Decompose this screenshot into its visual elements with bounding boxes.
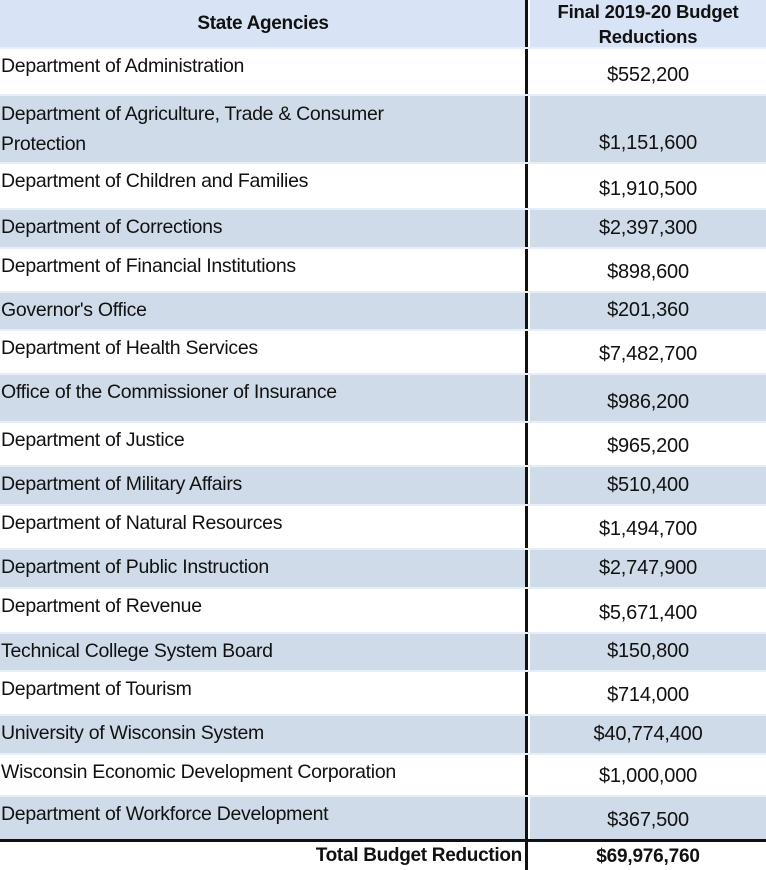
agency-name: Department of Natural Resources [1,512,283,534]
column-header-agencies: State Agencies [0,0,525,47]
table-row [0,291,766,329]
table-header-row [0,0,766,47]
column-divider [525,96,528,162]
agency-name: Department of Revenue [1,595,202,617]
table-row [0,208,766,247]
column-divider [525,164,528,208]
column-divider [525,672,528,714]
amount-cell: $40,774,400 [530,716,766,753]
agency-cell [0,423,525,465]
total-amount: $69,976,760 [596,846,700,867]
column-divider [525,797,528,839]
column-divider [525,249,528,291]
agency-cell [0,672,525,714]
agency-cell [0,634,525,670]
agency-cell [0,249,525,291]
agency-cell [0,797,525,839]
agency-name-line-2: Protection [1,133,86,155]
column-divider [525,423,528,465]
total-label: Total Budget Reduction [315,845,522,866]
agency-name: University of Wisconsin System [1,722,264,744]
agency-name: Department of Children and Families [1,170,309,192]
amount-cell: $898,600 [530,249,766,291]
amount-cell: $7,482,700 [530,331,766,373]
agency-cell [0,96,525,162]
amount-cell: $367,500 [530,797,766,839]
column-divider [525,506,528,548]
amount-cell: $2,397,300 [530,210,766,247]
table-row [0,329,766,373]
table-row [0,421,766,465]
agency-name: Department of Administration [1,55,245,77]
column-divider [525,375,528,421]
column-divider [525,0,528,47]
amount-cell: $510,400 [530,467,766,504]
table-body [0,47,766,839]
agency-cell [0,467,525,504]
amount-cell: $150,800 [530,634,766,670]
agency-name: Department of Health Services [1,337,258,359]
agency-name: Department of Corrections [1,216,223,238]
amount-cell: $201,360 [530,293,766,329]
table-row [0,162,766,208]
column-header-line-2: Reductions [598,25,698,47]
agency-cell [0,550,525,587]
column-divider [525,550,528,587]
table-row [0,587,766,632]
agency-cell [0,589,525,632]
table-row [0,753,766,795]
amount-cell: $2,747,900 [530,550,766,587]
agency-cell [0,49,525,94]
table-row [0,795,766,839]
column-divider [525,210,528,247]
agency-cell [0,506,525,548]
amount-cell: $986,200 [530,375,766,421]
amount-cell: $1,910,500 [530,164,766,208]
column-divider [525,842,528,870]
column-divider [525,467,528,504]
agency-name: Technical College System Board [1,640,273,662]
agency-name: Governor's Office [1,299,147,321]
agency-name: Department of Public Instruction [1,556,269,578]
agency-name: Department of Military Affairs [1,473,242,495]
table-total-row [0,839,766,870]
agency-cell [0,164,525,208]
column-divider [525,331,528,373]
agency-name: Department of Agriculture, Trade & Consumer [1,103,384,125]
table-row [0,247,766,291]
table-row [0,670,766,714]
table-row [0,548,766,587]
column-divider [525,49,528,94]
table-row [0,504,766,548]
table-row [0,714,766,753]
amount-cell: $5,671,400 [530,589,766,632]
amount-cell: $1,151,600 [530,96,766,162]
agency-name: Office of the Commissioner of Insurance [1,381,337,403]
agency-cell [0,210,525,247]
column-divider [525,634,528,670]
column-divider [525,589,528,632]
amount-cell: $1,000,000 [530,755,766,795]
amount-cell: $552,200 [530,49,766,94]
agency-cell [0,331,525,373]
column-divider [525,716,528,753]
table-row [0,373,766,421]
agency-cell [0,755,525,795]
column-header-reductions [530,0,766,47]
agency-name: Department of Justice [1,429,185,451]
table-row [0,465,766,504]
agency-name: Department of Tourism [1,678,192,700]
column-divider [525,293,528,329]
agency-cell [0,293,525,329]
agency-name: Department of Financial Institutions [1,255,296,277]
table-row [0,47,766,94]
table-row [0,632,766,670]
amount-cell: $965,200 [530,423,766,465]
column-header-line-1: Final 2019-20 Budget [557,0,739,22]
amount-cell: $1,494,700 [530,506,766,548]
amount-cell: $714,000 [530,672,766,714]
agency-cell [0,716,525,753]
agency-cell [0,375,525,421]
agency-name: Department of Workforce Development [1,803,329,825]
agency-name: Wisconsin Economic Development Corporation [1,761,396,783]
column-divider [525,755,528,795]
table-row [0,94,766,162]
